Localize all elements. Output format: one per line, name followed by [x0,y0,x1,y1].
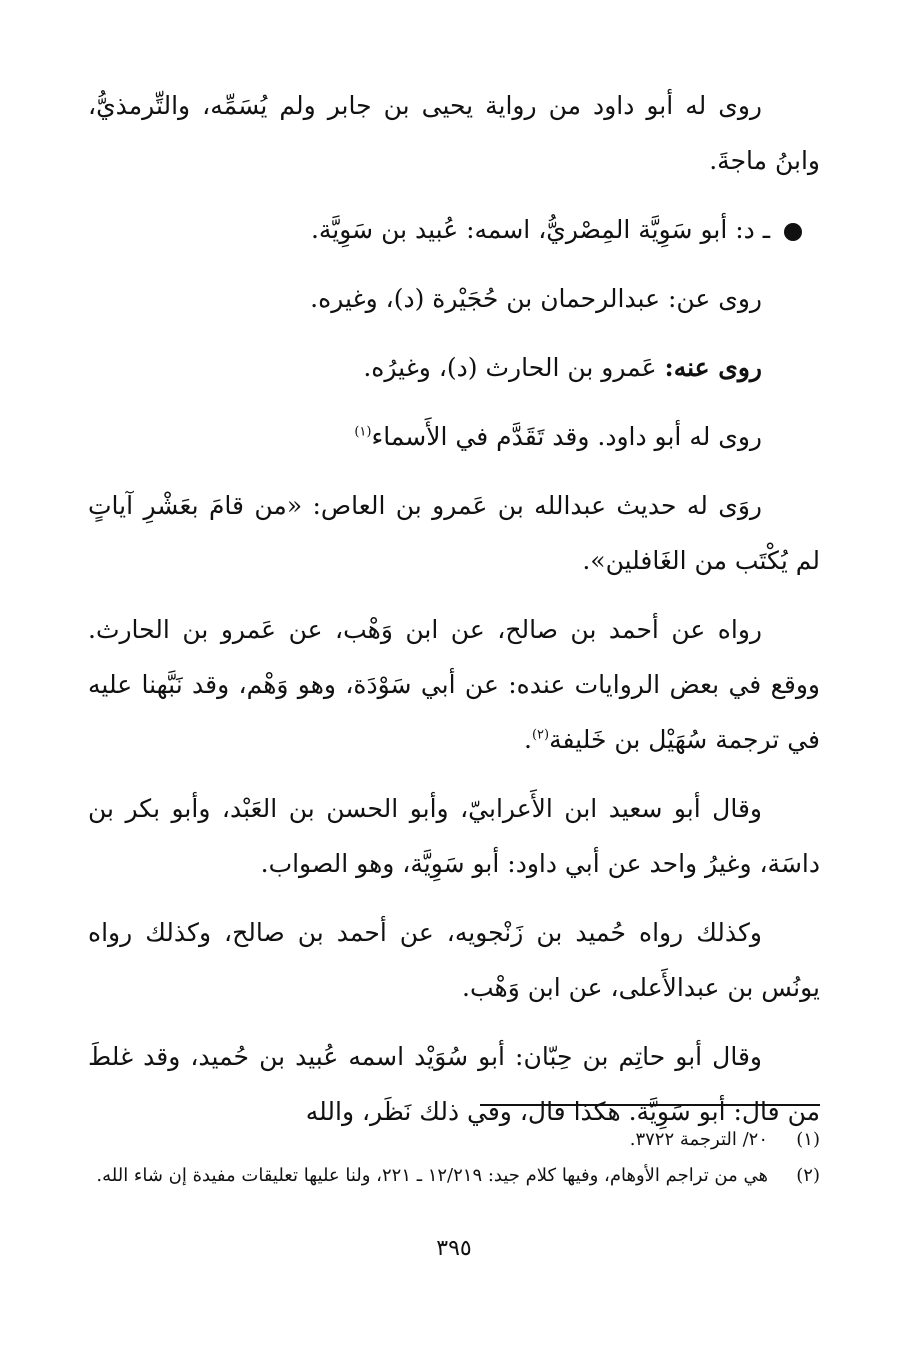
main-text [88,78,820,1153]
footnote-ref-1: (١) [354,424,372,440]
paragraph-9: وكذلك رواه حُميد بن زَنْجويه، عن أحمد بن صالح، وكذلك رواه يونُس بن عبدالأَعلى، عن ابن وَهْب. [88,918,820,1002]
footnote-divider [480,1104,820,1106]
paragraph-7: رواه عن أحمد بن صالح، عن ابن وَهْب، عن عَمرو بن الحارث. ووقع في بعض الروايات عنده: عن أبي سَوْدَة، وهو وَهْم، وقد نَبَّهنا عليه في ترجمة سُهَيْل بن خَليفة$^{(٢)}$. [88,615,820,754]
footnotes [88,1122,820,1194]
paragraph-4: روى عنه: عَمرو بن الحارث (د)، وغيرُه. [363,353,762,382]
paragraph-10: وقال أبو حاتِم بن حِبّان: أبو سُوَيْد اسمه عُبيد بن حُميد، وقد غلطَ من قال: أبو سَوِيَّة. هكذا قال، وفي ذلك نَظَر، والله [88,1042,820,1126]
paragraph-3: روى عن: عبدالرحمان بن حُجَيْرة (د)، وغيره. [310,284,762,313]
footnote-number: (٢) [796,1165,820,1186]
footnote-number: (١) [796,1129,820,1150]
bullet-icon [784,223,802,241]
footnote-2 [88,1158,820,1194]
entry-heading-text: ـ د: أبو سَوِيَّة المِصْريُّ، اسمه: عُبيد بن سَوِيَّة. [310,215,771,244]
paragraph-5: روى له أبو داود. وقد تَقَدَّم في الأَسماء$^{(١)}$ [354,422,762,451]
footnote-text: هي من تراجم الأوهام، وفيها كلام جيد: ١٢/٢١٩ ـ ٢٢١، ولنا عليها تعليقات مفيدة إن شاء الله. [96,1165,768,1186]
footnote-ref-2: (٢) [531,727,550,743]
paragraph-6: روَى له حديث عبدالله بن عَمرو بن العاص: «من قامَ بعَشْرِ آياتٍ لم يُكْتَب من الغَافلين». [88,491,820,575]
footnote-1 [88,1122,820,1158]
label-narrators: روى عنه: [664,353,762,382]
footnote-text: ٢٠/ الترجمة ٣٧٢٢. [629,1129,768,1150]
page-number: ٣٩٥ [436,1236,472,1261]
entry-heading [88,202,820,257]
paragraph-1: روى له أبو داود من رواية يحيى بن جابر ولم يُسَمِّه، والتِّرمذيُّ، وابنُ ماجةَ. [88,91,820,175]
paragraph-8: وقال أبو سعيد ابن الأَعرابيّ، وأبو الحسن بن العَبْد، وأبو بكر بن داسَة، وغيرُ واحد عن أبي داود: أبو سَوِيَّة، وهو الصواب. [88,794,820,878]
